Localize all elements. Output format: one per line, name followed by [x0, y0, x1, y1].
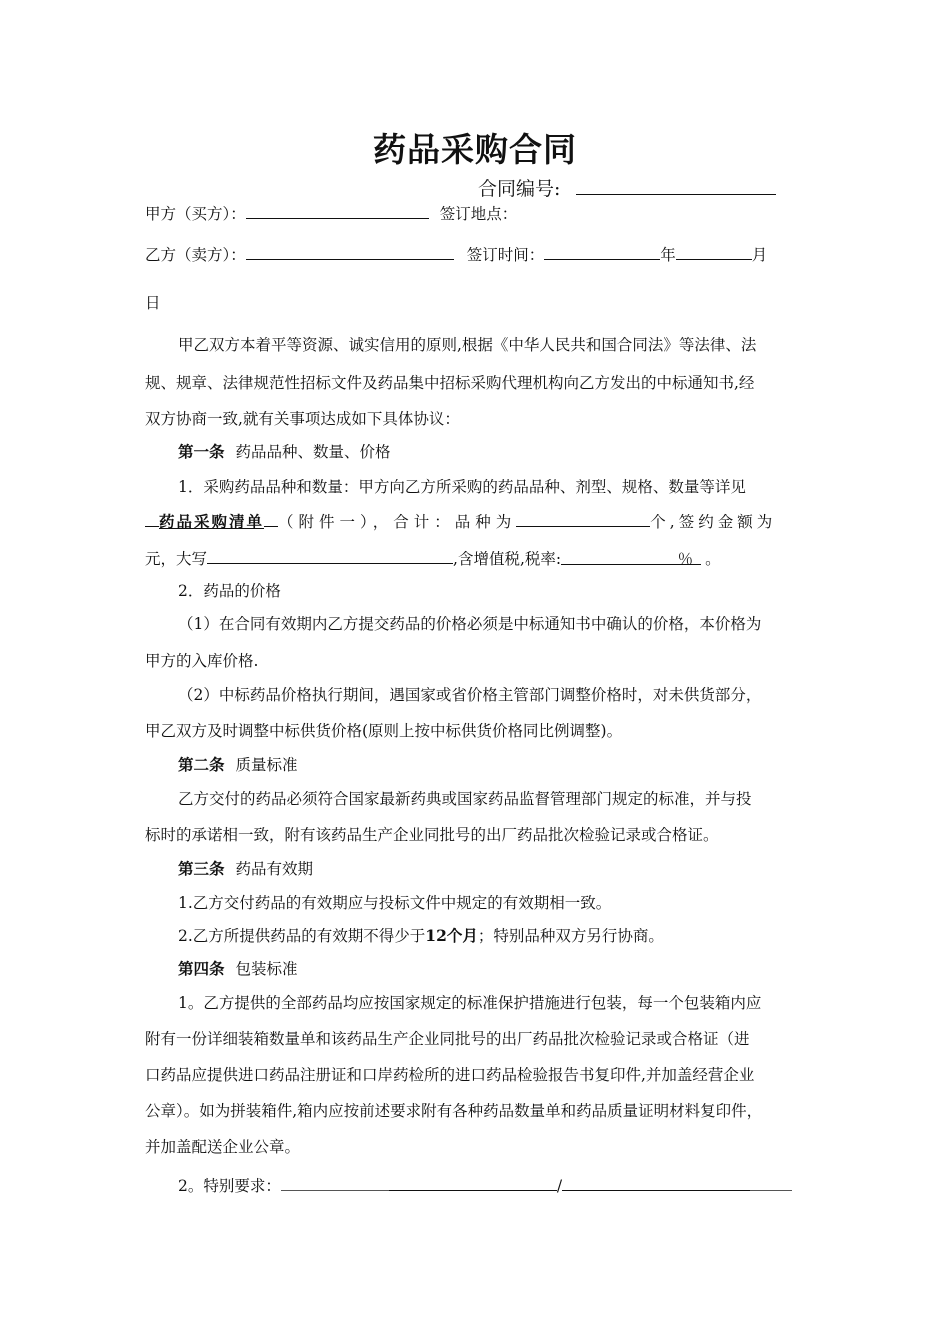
- article-2-title: 质量标准: [235, 756, 298, 774]
- art1-item2: 2．药品的价格: [178, 582, 281, 600]
- attachment-text: （附件一），合计：品种为: [278, 513, 517, 531]
- art3-p2c: ；特别品种双方另行协商。: [477, 927, 664, 945]
- special-blank-4[interactable]: [750, 1174, 792, 1191]
- art1-p1b: 甲方的入库价格.: [145, 652, 259, 670]
- sign-time-label: 签订时间：: [466, 246, 545, 264]
- special-blank-3[interactable]: [562, 1174, 750, 1191]
- drug-list-name: 药品采购清单: [159, 512, 265, 531]
- special-requirement-label: 2。特别要求：: [178, 1177, 281, 1195]
- art1-p1a: （1）在合同有效期内乙方提交药品的价格必须是中标通知书中确认的价格，本价格为: [178, 615, 762, 633]
- article-3-number: 第三条: [178, 859, 225, 878]
- contract-number-label: 合同编号:: [478, 178, 561, 200]
- amount-words-blank[interactable]: [207, 547, 453, 564]
- art1-amount-row: [145, 547, 721, 570]
- art4-p2: 附有一份详细装箱数量单和该药品生产企业同批号的出厂药品批次检验记录或合格证（进: [145, 1030, 750, 1048]
- party-b-label: 乙方（卖方）：: [145, 246, 246, 264]
- party-a-blank[interactable]: [246, 202, 429, 219]
- art2-p1: 乙方交付的药品必须符合国家最新药典或国家药品监督管理部门规定的标准，并与投: [178, 790, 752, 808]
- article-1-title: 药品品种、数量、价格: [235, 443, 391, 461]
- party-a-label: 甲方（买方）：: [145, 205, 246, 223]
- art4-p4: 公章）。如为拼装箱件,箱内应按前述要求附有各种药品数量单和药品质量证明材料复印件，: [145, 1102, 763, 1120]
- article-2-heading: [178, 754, 297, 776]
- article-1-heading: [178, 441, 390, 463]
- art3-p1: 1.乙方交付药品的有效期应与投标文件中规定的有效期相一致。: [178, 894, 612, 912]
- art4-p3: 口药品应提供进口药品注册证和口岸药检所的进口药品检验报告书复印件,并加盖经营企业: [145, 1066, 755, 1084]
- art3-p2: [178, 925, 664, 947]
- party-b-blank[interactable]: [246, 243, 454, 260]
- party-a-row: [145, 202, 517, 225]
- contract-number-row: [478, 174, 776, 201]
- sign-year-blank[interactable]: [544, 243, 660, 260]
- art1-list-row: [145, 510, 776, 533]
- art2-p2: 标时的承诺相一致，附有该药品生产企业同批号的出厂药品批次检验记录或合格证。: [145, 826, 719, 844]
- sign-place-label: 签订地点：: [439, 205, 518, 223]
- special-slash: /: [556, 1177, 563, 1195]
- article-4-title: 包装标准: [235, 960, 298, 978]
- article-2-number: 第二条: [178, 755, 225, 774]
- party-b-row: [145, 243, 767, 266]
- art4-p1: 1。乙方提供的全部药品均应按国家规定的标准保护措施进行包装，每一个包装箱内应: [178, 994, 762, 1012]
- yuan-text: 元，大写: [145, 550, 208, 568]
- end-mark: 。: [705, 550, 721, 568]
- year-label: 年: [660, 246, 676, 264]
- special-requirement-row: [178, 1174, 792, 1197]
- tax-rate-blank[interactable]: [561, 548, 701, 568]
- article-3-title: 药品有效期: [235, 860, 313, 878]
- intro-line-2: 规、规章、法律规范性招标文件及药品集中招标采购代理机构向乙方发出的中标通知书,经: [145, 374, 755, 392]
- art1-item1: 1．采购药品品种和数量：甲方向乙方所采购的药品品种、剂型、规格、数量等详见: [178, 478, 746, 496]
- article-1-number: 第一条: [178, 442, 225, 461]
- percent-sign: ％: [677, 550, 694, 568]
- special-blank-2[interactable]: [389, 1174, 557, 1191]
- list-lead-blank: [145, 510, 159, 527]
- tax-text: ,含增值税,税率:: [453, 550, 562, 568]
- day-label: 日: [145, 294, 161, 312]
- validity-months: 12个月: [425, 926, 478, 945]
- article-4-number: 第四条: [178, 959, 225, 978]
- art4-p5: 并加盖配送企业公章。: [145, 1138, 301, 1156]
- article-4-heading: [178, 958, 297, 980]
- amount-text: 个,签约金额为: [650, 513, 777, 531]
- page-title: 药品采购合同: [373, 130, 577, 169]
- art1-p2a: （2）中标药品价格执行期间，遇国家或省价格主管部门调整价格时，对未供货部分，: [178, 686, 762, 704]
- art3-p2a: 2.乙方所提供药品的有效期不得少于: [178, 927, 426, 945]
- sign-month-blank[interactable]: [676, 243, 752, 260]
- variety-count-blank[interactable]: [516, 510, 650, 527]
- article-3-heading: [178, 858, 313, 880]
- special-blank-1[interactable]: [281, 1174, 389, 1191]
- intro-line-3: 双方协商一致,就有关事项达成如下具体协议：: [145, 410, 460, 428]
- month-label: 月: [751, 246, 768, 264]
- art1-p2b: 甲乙双方及时调整中标供货价格(原则上按中标供货价格同比例调整)。: [145, 722, 623, 740]
- list-tail-blank: [264, 510, 278, 527]
- intro-line-1: 甲乙双方本着平等资源、诚实信用的原则,根据《中华人民共和国合同法》等法律、法: [178, 336, 757, 354]
- contract-number-blank[interactable]: [576, 178, 776, 195]
